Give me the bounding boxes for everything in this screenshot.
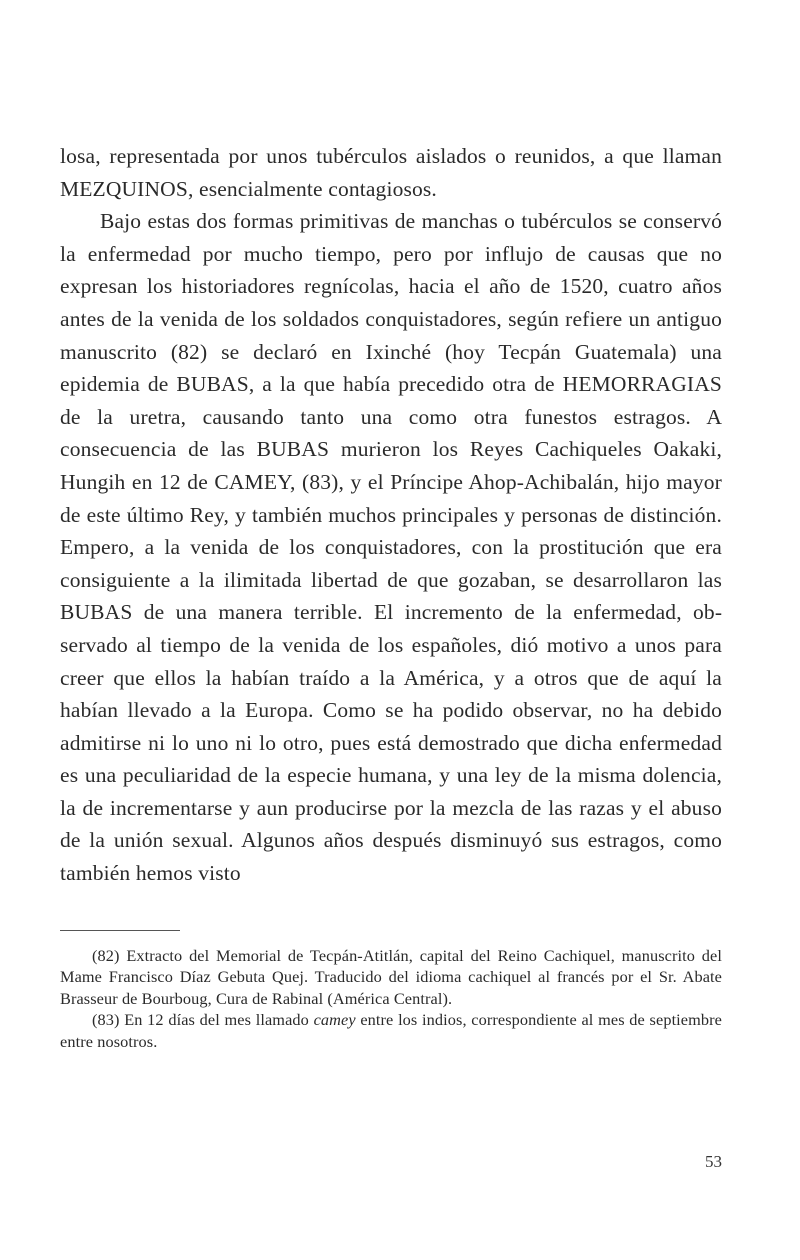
footnote-83-italic-term: camey bbox=[313, 1010, 356, 1030]
page-number: 53 bbox=[705, 1152, 722, 1171]
footnote-83-text-end: entre los indios, correspondiente al mes de septiembre entre nosotros. bbox=[60, 1010, 722, 1052]
body-text bbox=[60, 140, 722, 890]
page bbox=[60, 140, 722, 1053]
footnote-83-text-start: (83) En 12 días del mes llamado bbox=[92, 1010, 314, 1030]
paragraph-continued: losa, representada por unos tubérculos aislados o reunidos, a que llaman MEZQUINOS, esencialmente contagiosos. bbox=[60, 144, 722, 201]
footnotes bbox=[60, 945, 722, 1053]
footnote-rule bbox=[60, 930, 180, 931]
footnote-83 bbox=[60, 1009, 722, 1052]
footnote-82: (82) Extracto del Memorial de Tecpán-Atitlán, capital del Reino Cachiquel, manuscrito del Mame Francisco Díaz Gebuta Quej. Traducido del idioma cachiquel al francés por el Sr. Abate Brasseur de Bourboug, Cura de Rabinal (América Central). bbox=[60, 945, 722, 1008]
paragraph: Bajo estas dos formas primitivas de manchas o tubérculos se conservó la enfermedad por mucho tiempo, pero por influjo de causas que no expresan los historiadores regnícolas, hacia el año de 1520, cuatro años antes de la venida de los soldados conquistadores, según refiere un antiguo manuscrito (82) se declaró en Ixinché (hoy Tecpán Guatemala) una epidemia de BUBAS, a la que había precedido otra de HEMORRAGIAS de la uretra, causando tanto una como otra funestos estragos. A consecuencia de las BUBAS murieron los Reyes Cachiqueles Oakaki, Hungih en 12 de CAMEY, (83), y el Príncipe Ahop-Achibalán, hijo mayor de este último Rey, y también muchos principales y personas de distinción. Empero, a la venida de los conquistadores, con la prostitución que era consiguiente a la ilimitada libertad de que gozaban, se desarrollaron las BUBAS de una manera terrible. El incremento de la enfermedad, observado al tiempo de la venida de los españoles, dió motivo a unos para creer que ellos la habían traído a la América, y a otros que de aquí la habían llevado a la Europa. Como se ha podido observar, no ha debido admitirse ni lo uno ni lo otro, pues está demostrado que dicha enfermedad es una peculiaridad de la especie humana, y una ley de la misma dolencia, la de incrementarse y aun producirse por la mezcla de las razas y el abuso de la unión sexual. Algunos años después disminuyó sus estragos, como también hemos visto bbox=[60, 209, 722, 886]
